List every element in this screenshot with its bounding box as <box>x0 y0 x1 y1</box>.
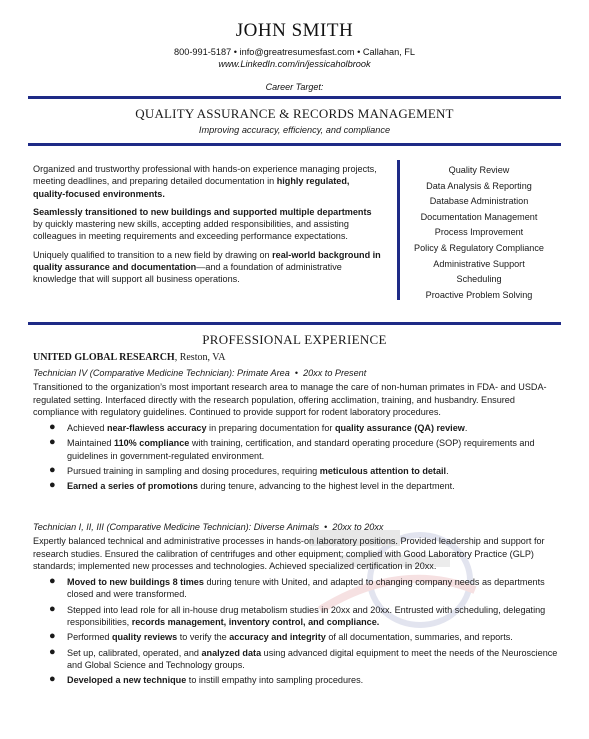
list-item: ● Earned a series of promotions during tenure, advancing to the highest level in the department. <box>49 479 455 492</box>
section-title: PROFESSIONAL EXPERIENCE <box>202 332 387 347</box>
job-description: Transitioned to the organization’s most important research area to manage the care of non-human primates in FDA- and USDA-regulated setting. Interfaced directly with the research population, offering acclimation, training, and husbandry. Ensured compliance with regulatory guidelines. Continued to provide support for rodent laboratory procedures. <box>33 382 547 417</box>
job-title: Technician I, II, III (Comparative Medicine Technician): Diverse Animals <box>33 522 320 532</box>
employer-name: UNITED GLOBAL RESEARCH <box>33 352 175 363</box>
employer <box>33 352 225 363</box>
summary-text-bold: Seamlessly transitioned to new buildings and supported multiple departments <box>33 206 372 217</box>
bullet-icon: ● <box>49 602 56 615</box>
job-entry <box>33 367 561 496</box>
separator: • <box>233 47 237 57</box>
summary-text: Uniquely qualified to transition to a new field by drawing on <box>33 249 273 260</box>
divider <box>28 322 561 325</box>
bullet-icon: ● <box>49 575 56 588</box>
skill-item: Database Administration <box>429 196 529 207</box>
bullet-icon: ● <box>49 464 56 477</box>
job-description: Expertly balanced technical and administrative processes in hands-on laboratory positions. Provided leadership and support for research studies. Ensured the calibration of centrifuges and other equipment; complied with Good Laboratory Practice (GLP) standards; implemented new processes and technologies. Achieved specialized certification in 20xx. <box>33 536 545 571</box>
summary-paragraph <box>33 249 383 286</box>
list-item: ● Set up, calibrated, operated, and analyzed data using advanced digital equipment to meet the needs of the Neuroscience and Global Science and Technology groups. <box>49 645 558 670</box>
job-heading: Technician I, II, III (Comparative Medicine Technician): Diverse Animals • 20xx to 20xx <box>33 522 384 532</box>
bullet-icon: ● <box>49 673 56 686</box>
bullet-icon: ● <box>49 436 56 449</box>
job-heading: Technician IV (Comparative Medicine Technician): Primate Area • 20xx to Present <box>33 368 367 378</box>
divider <box>28 96 561 99</box>
target-headline: QUALITY ASSURANCE & RECORDS MANAGEMENT <box>135 106 454 121</box>
achievement-list <box>33 422 561 492</box>
job-entry <box>33 521 561 690</box>
skill-item: Proactive Problem Solving <box>425 289 533 300</box>
summary-paragraph <box>33 206 383 243</box>
list-item: ● Stepped into lead role for all in-house drug metabolism studies in 20xx and 20xx. Entrusted with scheduling, delegating responsibilities, records management, inventory control, and compliance. <box>49 602 546 628</box>
contact-line <box>0 46 589 58</box>
linkedin-url: www.LinkedIn.com/in/jessicaholbrook <box>218 59 371 69</box>
list-item: ● Performed quality reviews to verify the accuracy and integrity of all documentation, summaries, and reports. <box>49 630 513 643</box>
skill-item: Scheduling <box>456 274 502 285</box>
employer-location: , Reston, VA <box>174 352 226 363</box>
list-item: ● Moved to new buildings 8 times during tenure with United, and adapted to changing company needs as departments closed and were transformed. <box>49 575 545 600</box>
list-item: ● Developed a new technique to instill empathy into sampling procedures. <box>49 673 364 686</box>
skill-item: Administrative Support <box>433 258 525 269</box>
job-dates: 20xx to Present <box>303 368 367 378</box>
divider <box>28 143 561 146</box>
skill-item: Policy & Regulatory Compliance <box>414 242 544 253</box>
separator: • <box>357 47 361 57</box>
summary <box>33 163 383 292</box>
location: Callahan, FL <box>362 47 416 57</box>
achievement-list <box>33 576 561 686</box>
vertical-divider <box>397 160 400 300</box>
summary-text-bold: highly regulated, quality-focused environments. <box>33 176 350 199</box>
contact-info <box>0 46 589 70</box>
target-tagline: Improving accuracy, efficiency, and compliance <box>198 125 391 135</box>
job-dates: 20xx to 20xx <box>332 522 384 532</box>
skill-item: Documentation Management <box>420 211 538 222</box>
skill-item: Process Improvement <box>434 227 524 238</box>
summary-text: by quickly mastering new skills, accepting added responsibilities, and assisting colleagues in meeting requirements and exceeding performance expectations. <box>33 219 349 242</box>
bullet-icon: ● <box>49 630 56 643</box>
skills-list <box>404 163 554 303</box>
email: info@greatresumesfast.com <box>239 47 355 57</box>
bullet-icon: ● <box>49 421 56 434</box>
summary-text-bold: real-world background in quality assurance and documentation <box>33 249 381 273</box>
bullet-icon: ● <box>49 645 56 658</box>
phone: 800-991-5187 <box>173 47 232 57</box>
list-item: ● Achieved near-flawless accuracy in preparing documentation for quality assurance (QA) review. <box>49 421 468 434</box>
summary-text: —and a foundation of administrative knowledge that will support all business operations. <box>33 262 342 285</box>
skill-item: Data Analysis & Reporting <box>426 180 532 191</box>
list-item: ● Maintained 110% compliance with training, certification, and standard operating procedure (SOP) requirements and guidelines in government-regulated environment. <box>49 436 535 461</box>
summary-paragraph <box>33 163 383 200</box>
career-target-label: Career Target: <box>265 82 324 92</box>
bullet-icon: ● <box>49 479 56 492</box>
list-item: ● Pursued training in sampling and dosing procedures, requiring meticulous attention to detail. <box>49 464 449 477</box>
skill-item: Quality Review <box>448 165 510 175</box>
summary-text: Organized and trustworthy professional with hands-on experience managing projects, meeting deadlines, and preparing detailed documentation in <box>33 164 377 187</box>
candidate-name: JOHN SMITH <box>235 20 354 41</box>
job-title: Technician IV (Comparative Medicine Technician): Primate Area <box>33 368 290 378</box>
